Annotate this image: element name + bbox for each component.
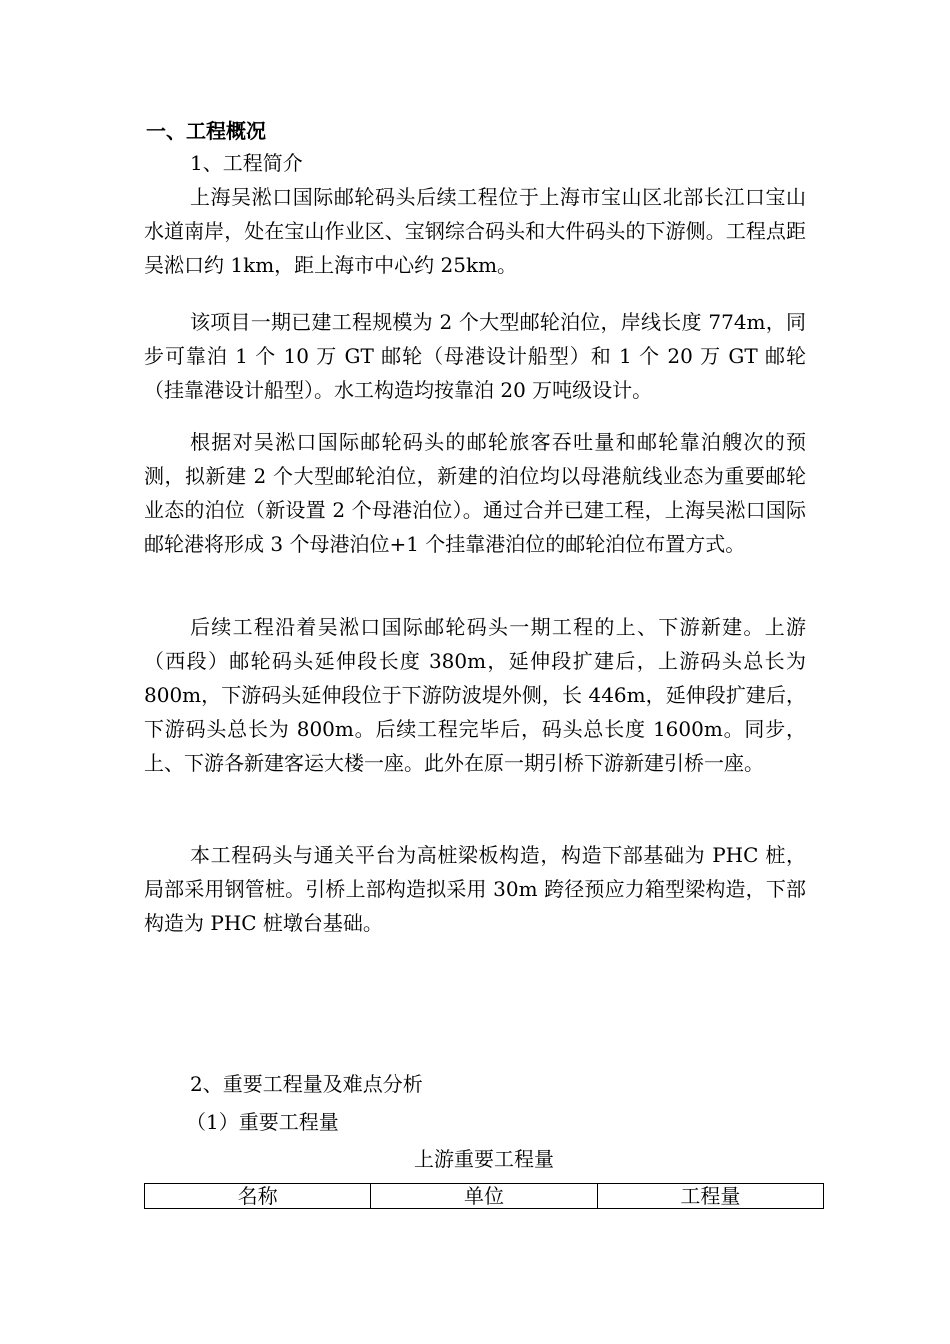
paragraph-location: 上海吴淞口国际邮轮码头后续工程位于上海市宝山区北部长江口宝山水道南岸，处在宝山作业区、宝钢综合码头和大件码头的下游侧。工程点距吴淞口约 1km，距上海市中心约 25km。	[144, 185, 806, 277]
table-header-unit: 单位	[371, 1184, 597, 1209]
table-header-name: 名称	[145, 1184, 371, 1209]
subsection-heading-quantities: 2、重要工程量及难点分析	[190, 1072, 423, 1096]
subsection-heading-project-intro: 1、工程简介	[190, 151, 303, 175]
table-header-row	[145, 1184, 824, 1209]
paragraph-follow-up-works: 后续工程沿着吴淞口国际邮轮码头一期工程的上、下游新建。上游（西段）邮轮码头延伸段长度 380m，延伸段扩建后，上游码头总长为 800m，下游码头延伸段位于下游防波堤外侧，长 446m，延伸段扩建后，下游码头总长为 800m。后续工程完毕后，码头总长度 1600m。同步，上、下游各新建客运大楼一座。此外在原一期引桥下游新建引桥一座。	[144, 615, 806, 775]
paragraph-forecast: 根据对吴淞口国际邮轮码头的邮轮旅客吞吐量和邮轮靠泊艘次的预测，拟新建 2 个大型邮轮泊位，新建的泊位均以母港航线业态为重要邮轮业态的泊位（新设置 2 个母港泊位）。通过合并已建工程，上海吴淞口国际邮轮港将形成 3 个母港泊位+1 个挂靠港泊位的邮轮泊位布置方式。	[144, 430, 806, 556]
quantity-table	[144, 1183, 824, 1209]
section-heading: 一、工程概况	[146, 119, 266, 143]
paragraph-structure: 本工程码头与通关平台为高桩梁板构造，构造下部基础为 PHC 桩，局部采用钢管桩。引桥上部构造拟采用 30m 跨径预应力箱型梁构造，下部构造为 PHC 桩墩台基础。	[144, 843, 806, 935]
paragraph-phase-one: 该项目一期已建工程规模为 2 个大型邮轮泊位，岸线长度 774m，同步可靠泊 1 个 10 万 GT 邮轮（母港设计船型）和 1 个 20 万 GT 邮轮（挂靠港设计船型）。水工构造均按靠泊 20 万吨级设计。	[144, 310, 806, 402]
subsection-heading-main-quantities: （1）重要工程量	[186, 1110, 339, 1134]
table-header-quantity: 工程量	[597, 1184, 823, 1209]
table-caption: 上游重要工程量	[414, 1147, 554, 1171]
